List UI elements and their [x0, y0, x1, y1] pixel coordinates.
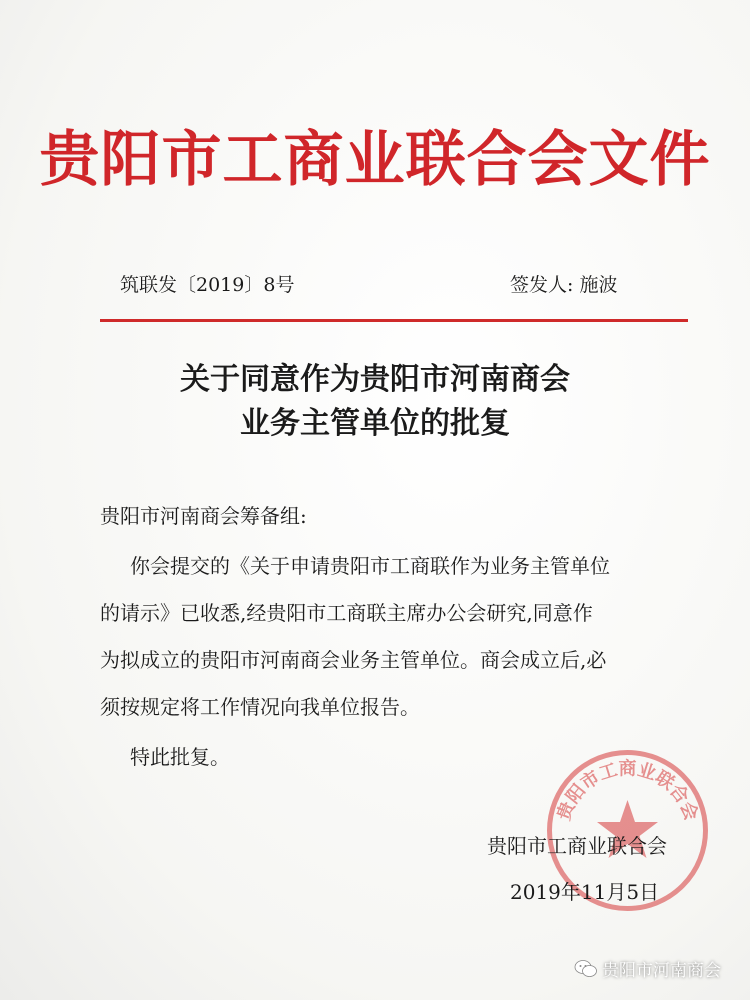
- closing-phrase: 特此批复。: [130, 745, 230, 769]
- letterhead-title: 贵阳市工商业联合会文件: [39, 125, 711, 195]
- body-line: 为拟成立的贵阳市河南商会业务主管单位。商会成立后,必: [100, 648, 607, 672]
- issuer-name: 施波: [579, 274, 618, 296]
- issuer: [510, 270, 617, 297]
- subject-line-2: 业务主管单位的批复: [240, 406, 510, 441]
- seal-text: 贵阳市工商业联合会: [553, 758, 702, 824]
- issuer-label: 签发人:: [510, 274, 574, 296]
- body-line: 须按规定将工作情况向我单位报告。: [100, 695, 420, 719]
- wechat-icon: [574, 959, 598, 979]
- signature-date: 2019年11月5日: [510, 880, 660, 904]
- salutation: 贵阳市河南商会筹备组:: [100, 504, 307, 528]
- watermark-text: 贵阳市河南商会: [602, 961, 721, 981]
- watermark: [574, 956, 721, 981]
- signature-organization: 贵阳市工商业联合会: [487, 834, 667, 858]
- document-number: 筑联发〔2019〕8号: [120, 274, 295, 296]
- red-divider: [100, 319, 688, 322]
- body-line: 的请示》已收悉,经贵阳市工商联主席办公会研究,同意作: [100, 601, 593, 625]
- body-line: 你会提交的《关于申请贵阳市工商联作为业务主管单位: [130, 554, 610, 578]
- subject-line-1: 关于同意作为贵阳市河南商会: [180, 362, 570, 397]
